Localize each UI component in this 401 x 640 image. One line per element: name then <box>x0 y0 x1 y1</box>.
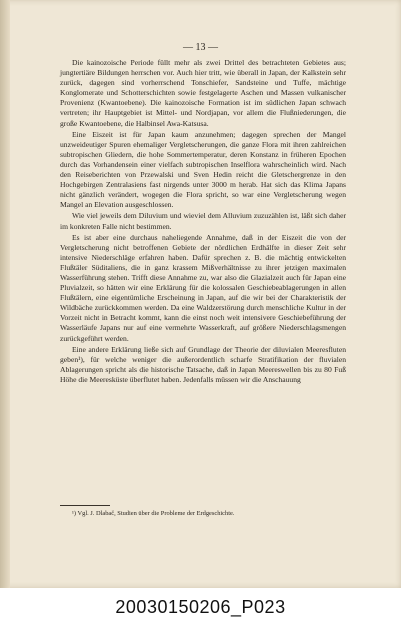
paragraph: Eine Eiszeit ist für Japan kaum anzunehmen; dagegen sprechen der Mangel unzweideutiger Spuren ehemaliger Vergletscherungen, die ganze Flora mit ihren zahlreichen subtropischen Gliedern, die hohe Sommertemperatur, deren Konstanz in früheren Epochen durch das Vorhandensein einer vielfach subtropischen Inselflora wahrscheinlich wird. Nach den Reiseberichten von Przewalski und Sven Hedin reicht die Gletschergrenze in den Hochgebirgen Zentralasiens fast nirgends unter 3000 m herab. Hat sich das Klima Japans nicht gänzlich verändert, wogegen die Flora spricht, so war eine Vergletscherung wegen Mangel an Elevation ausgeschlossen. <box>60 129 346 210</box>
footnote-divider <box>60 505 110 506</box>
page-binding-edge <box>0 0 10 588</box>
page-body <box>60 58 346 386</box>
paragraph: Eine andere Erklärung ließe sich auf Grundlage der Theorie der diluvialen Meeresfluten geben¹), für welche weniger die außerordentlich scharfe Stratifikation der fluvialen Ablagerungen spricht als die historische Tatsache, daß in Japan Meereswellen bis zu 80 Fuß Höhe die Meeresküste überflutet haben. Jedenfalls müssen wir die Anschauung <box>60 344 346 384</box>
image-id-label: 20030150206_P023 <box>115 597 286 617</box>
paragraph: Es ist aber eine durchaus naheliegende Annahme, daß in der Eiszeit die von der Vergletscherung nicht betroffenen Gebiete der nördlichen Erdhälfte in dieser Zeit sehr intensive Niederschläge erfahren haben. Dafür sprechen z. B. die mächtig entwickelten Flußtäler Süditaliens, die in ganz krassem Mißverhältnisse zu ihrer jetzigen maximalen Wasserführung stehen. Trifft diese Annahme zu, war also die Glazialzeit auch für Japan eine Pluvialzeit, so hätten wir eine Erklärung für die kolossalen Geschiebeablagerungen in allen Flußtälern, eine eigentümliche Erscheinung in Japan, auf die wir bei der Charakteristik der Wildbäche zurückkommen werden. Da eine Waldzerstörung durch menschliche Kultur in der Vorzeit nicht in Betracht kommt, kann die einst noch weit intensivere Geschiebeführung der Wasserläufe Japans nur auf eine vermehrte Wasserkraft, auf größere Niederschlagsmengen zurückgeführt werden. <box>60 232 346 343</box>
page-number: — 13 — <box>183 42 218 53</box>
footnote: ¹) Vgl. J. Dlabač, Studien über die Probleme der Erdgeschichte. <box>72 510 235 517</box>
paragraph: Die kainozoische Periode füllt mehr als zwei Drittel des betrachteten Gebietes aus; jungtertiäre Bildungen herrschen vor. Auch hier tritt, wie überall in Japan, der Kalkstein sehr zurück, dagegen sind vorherrschend Tonschiefer, Sandsteine und Tuffe, mächtige Konglomerate und Schotterschichten sowie festgelagerte Aschen und Massen vulkanischer Provenienz (Kwantoebene). Die kainozoische Formation ist im südlichen Japan schwach vertreten; ihr Hauptgebiet ist Mittel- und Nordjapan, vor allem die Flußniederungen, die große Kwantoebene, die Halbinsel Awa-Katsusa. <box>60 58 346 128</box>
paragraph: Wie viel jeweils dem Diluvium und wieviel dem Alluvium zuzuzählen ist, läßt sich daher im konkreten Falle nicht bestimmen. <box>60 211 346 231</box>
